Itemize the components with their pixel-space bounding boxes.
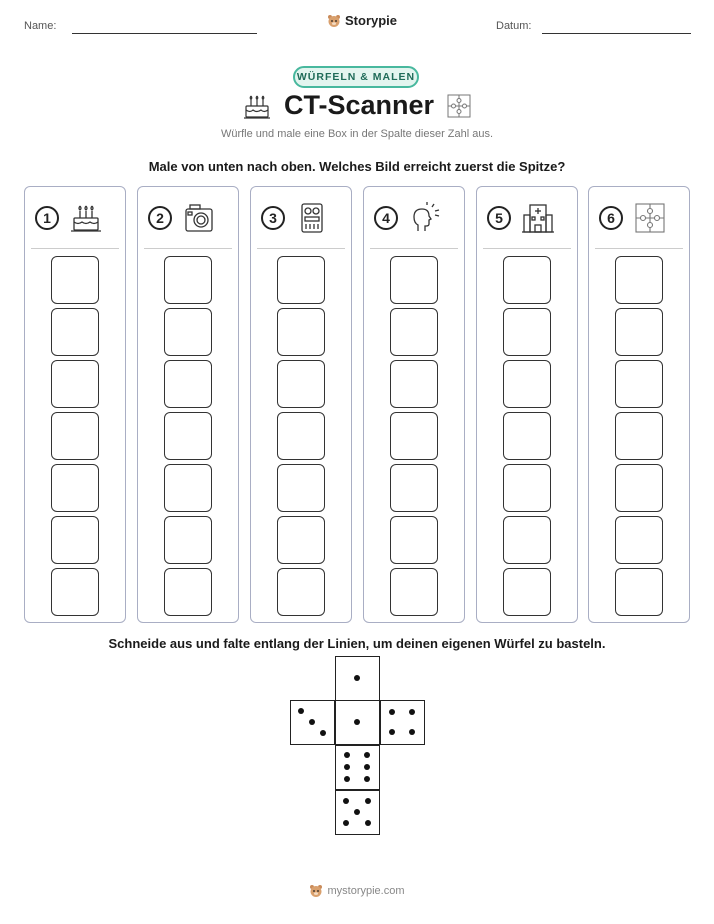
color-box[interactable]	[615, 464, 663, 512]
color-box[interactable]	[51, 308, 99, 356]
color-box[interactable]	[51, 360, 99, 408]
color-box[interactable]	[277, 516, 325, 564]
cut-instruction-text: Schneide aus und falte entlang der Linien, um deinen eigenen Würfel zu basteln.	[108, 636, 606, 651]
column-1	[24, 186, 126, 623]
color-box[interactable]	[164, 308, 212, 356]
color-box[interactable]	[164, 412, 212, 460]
color-box[interactable]	[390, 256, 438, 304]
color-box[interactable]	[503, 308, 551, 356]
title-row	[0, 90, 714, 121]
die-face-1	[335, 656, 380, 701]
color-box[interactable]	[390, 464, 438, 512]
name-line[interactable]	[72, 33, 257, 34]
column-header	[148, 201, 216, 235]
color-box[interactable]	[503, 256, 551, 304]
subtitle: Würfle und male eine Box in der Spalte dieser Zahl aus.	[220, 128, 494, 140]
color-box[interactable]	[164, 256, 212, 304]
color-box[interactable]	[277, 360, 325, 408]
color-box[interactable]	[503, 360, 551, 408]
color-box[interactable]	[503, 412, 551, 460]
bear-logo-icon	[309, 884, 323, 898]
color-box[interactable]	[51, 412, 99, 460]
color-box[interactable]	[615, 568, 663, 616]
color-box[interactable]	[51, 464, 99, 512]
column-2	[137, 186, 239, 623]
hospital-icon	[521, 201, 555, 235]
control-panel-icon	[295, 201, 329, 235]
date-line[interactable]	[542, 33, 691, 34]
die-face-4	[380, 700, 425, 745]
color-box[interactable]	[277, 464, 325, 512]
color-box[interactable]	[390, 516, 438, 564]
color-box[interactable]	[503, 568, 551, 616]
column-number: 1	[35, 206, 59, 230]
die-face-5	[335, 790, 380, 835]
die-face-1	[335, 700, 380, 745]
color-box[interactable]	[615, 360, 663, 408]
color-box[interactable]	[51, 256, 99, 304]
column-number: 3	[261, 206, 285, 230]
column-header	[487, 201, 555, 235]
color-box[interactable]	[277, 412, 325, 460]
color-box[interactable]	[503, 464, 551, 512]
column-header	[261, 201, 329, 235]
footer	[0, 884, 714, 898]
color-box[interactable]	[390, 412, 438, 460]
column-number: 6	[599, 206, 623, 230]
bear-logo-icon	[327, 14, 341, 28]
brand-name: Storypie	[345, 13, 398, 28]
puzzle-icon	[633, 201, 667, 235]
color-box[interactable]	[277, 568, 325, 616]
category-badge: WÜRFELN & MALEN	[293, 66, 419, 88]
column-4	[363, 186, 465, 623]
color-box[interactable]	[503, 516, 551, 564]
color-box[interactable]	[164, 568, 212, 616]
color-box[interactable]	[390, 568, 438, 616]
name-label: Name:	[24, 20, 57, 32]
puzzle-icon	[446, 93, 472, 119]
color-box[interactable]	[390, 308, 438, 356]
birthday-cake-icon	[69, 201, 103, 235]
color-box[interactable]	[164, 464, 212, 512]
column-header	[599, 201, 667, 235]
color-box[interactable]	[615, 516, 663, 564]
instruction-text: Male von unten nach oben. Welches Bild erreicht zuerst die Spitze?	[148, 159, 566, 174]
color-box[interactable]	[51, 568, 99, 616]
color-box[interactable]	[615, 308, 663, 356]
footer-url[interactable]: mystorypie.com	[327, 885, 405, 897]
page-title: CT-Scanner	[283, 90, 435, 120]
color-box[interactable]	[277, 308, 325, 356]
birthday-cake-icon	[242, 92, 272, 120]
color-box[interactable]	[615, 256, 663, 304]
dice-columns	[24, 186, 690, 624]
column-number: 4	[374, 206, 398, 230]
color-box[interactable]	[390, 360, 438, 408]
worksheet-header	[0, 0, 714, 40]
camera-icon	[182, 201, 216, 235]
column-6	[588, 186, 690, 623]
color-box[interactable]	[164, 360, 212, 408]
color-box[interactable]	[164, 516, 212, 564]
head-thinking-icon	[408, 201, 442, 235]
die-net	[290, 656, 426, 836]
column-5	[476, 186, 578, 623]
die-face-6	[335, 745, 380, 790]
brand-logo	[327, 13, 397, 28]
column-number: 2	[148, 206, 172, 230]
date-label: Datum:	[496, 20, 532, 32]
color-box[interactable]	[277, 256, 325, 304]
column-3	[250, 186, 352, 623]
die-face-3	[290, 700, 335, 745]
column-header	[374, 201, 442, 235]
column-header	[35, 201, 103, 235]
color-box[interactable]	[615, 412, 663, 460]
column-number: 5	[487, 206, 511, 230]
color-box[interactable]	[51, 516, 99, 564]
